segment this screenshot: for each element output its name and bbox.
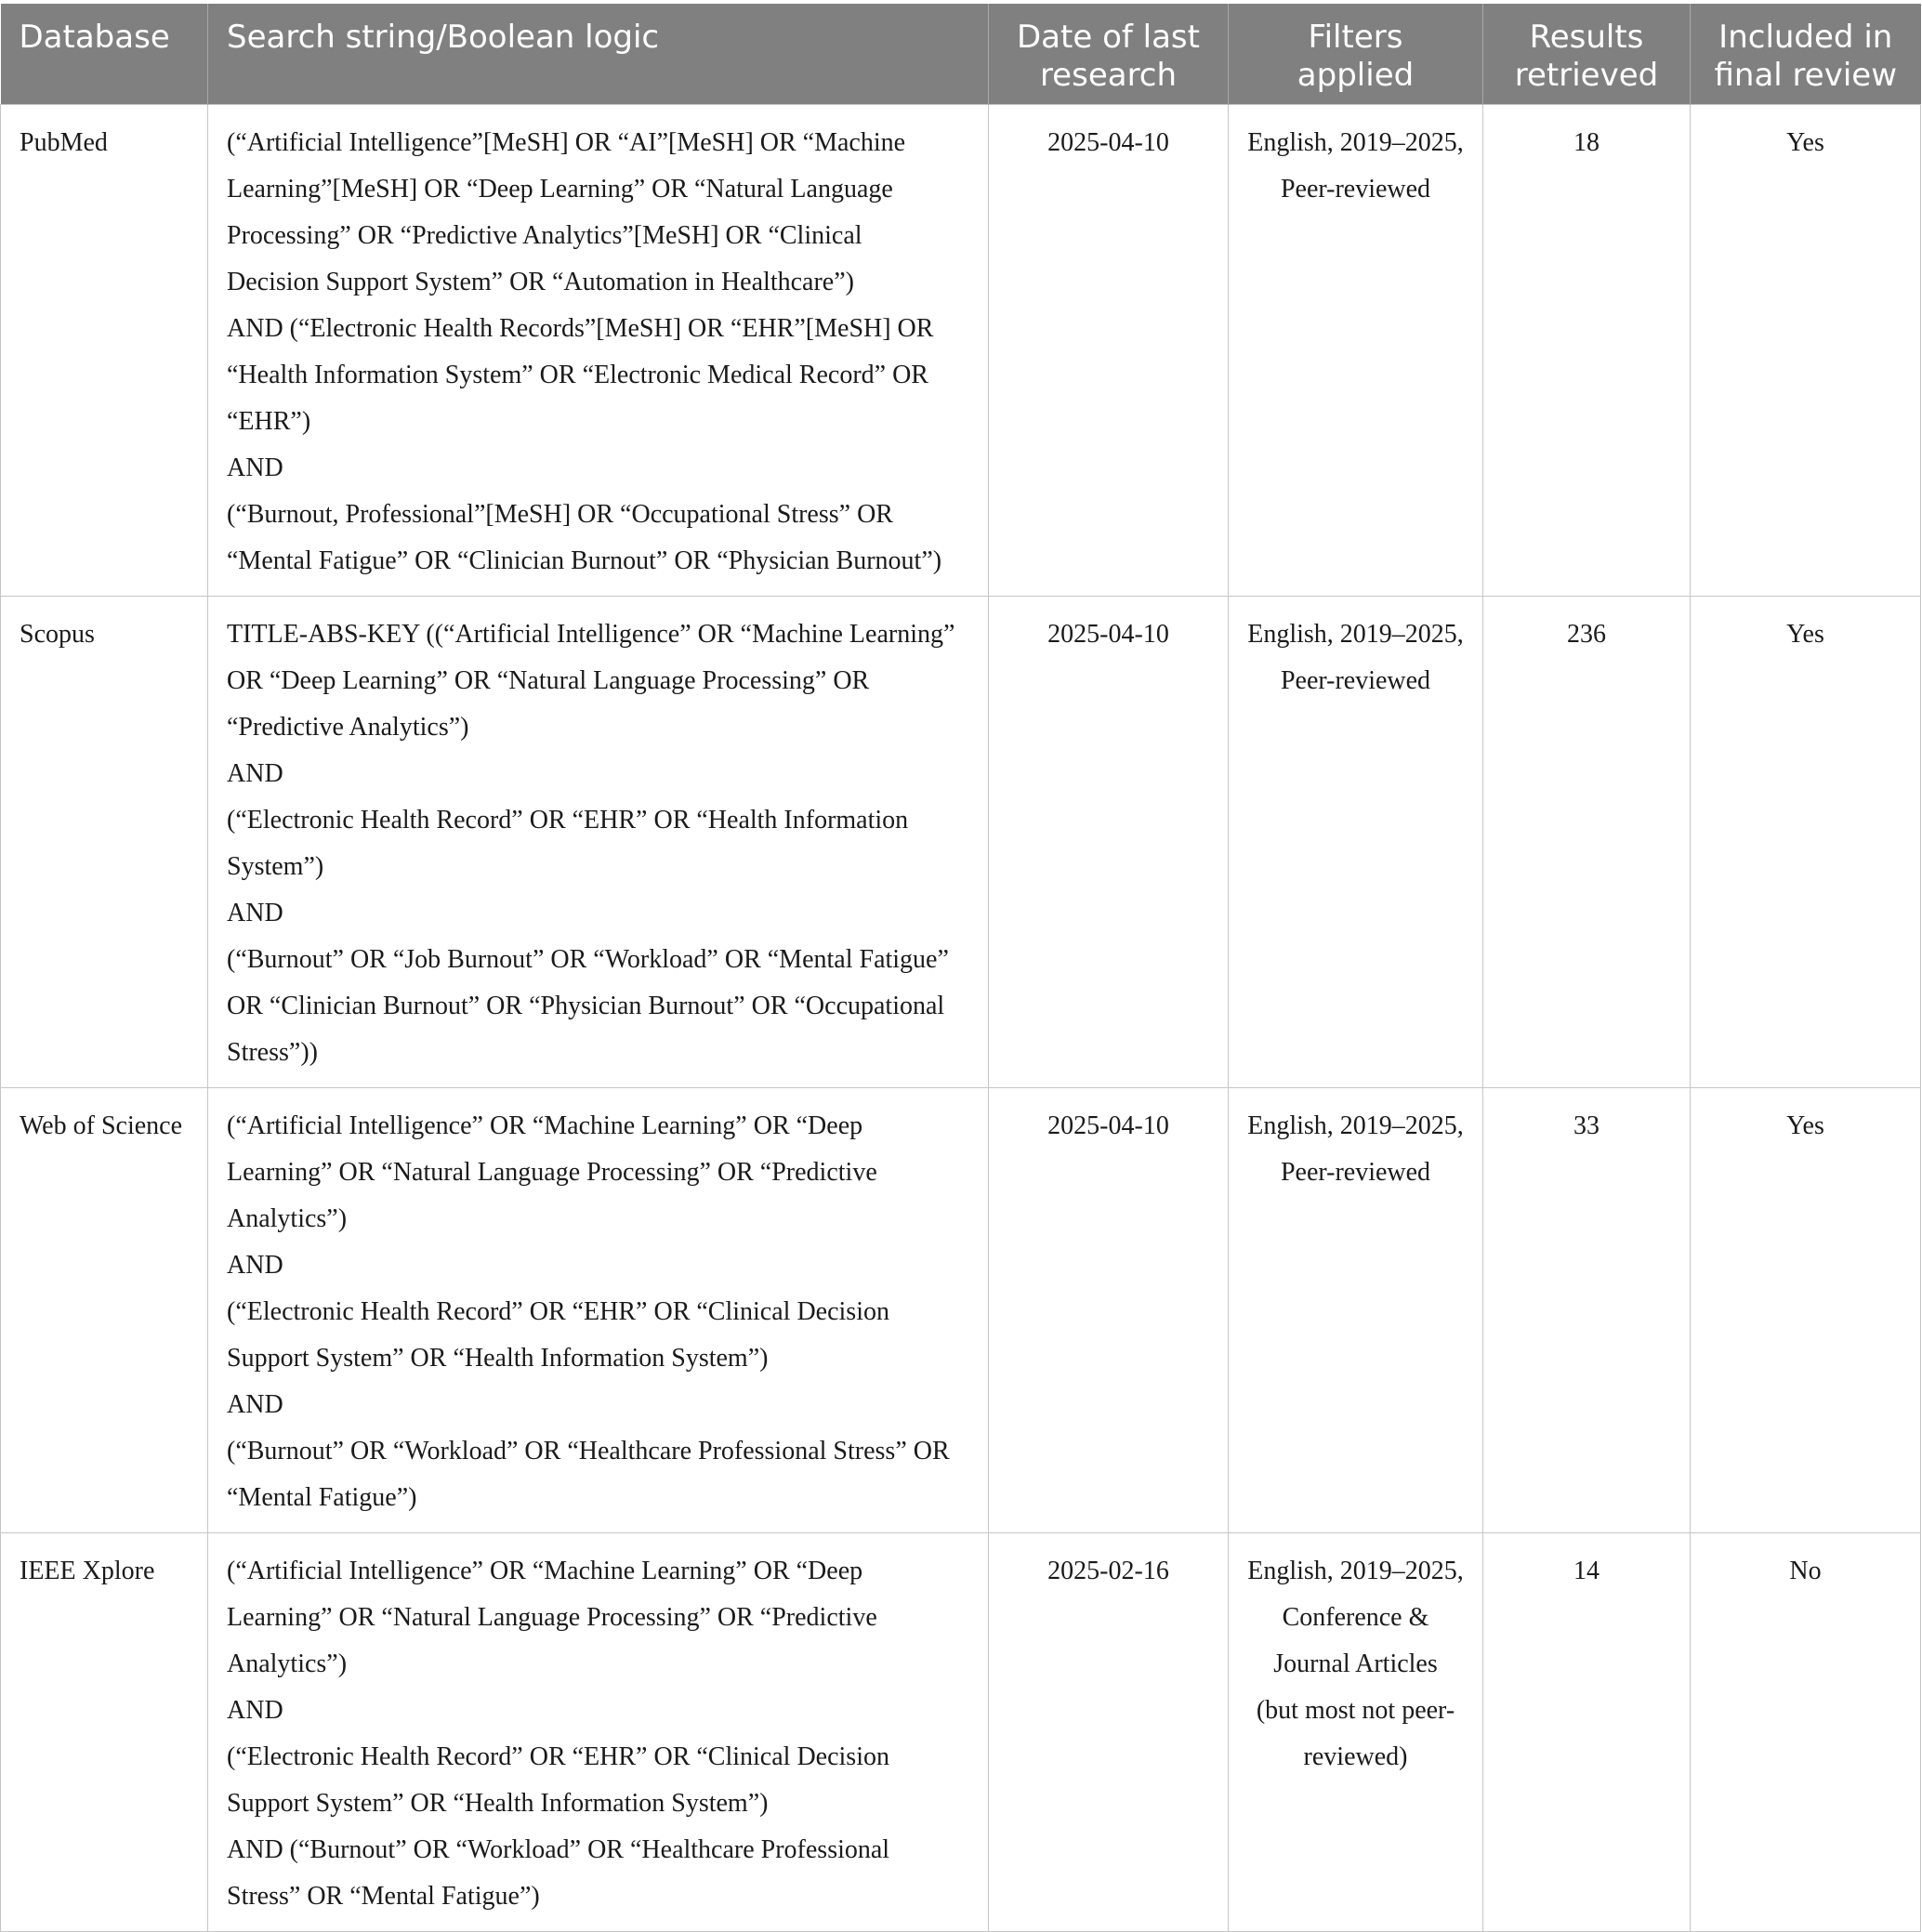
cell-search-string: (“Artificial Intelligence” OR “Machine Learning” OR “Deep Learning” OR “Natural Language Processing” OR “Predictive Analytics”) AND (“Electronic Health Record” OR “EHR” OR “Clinical Decision Support System” OR “Health Information System”) AND (“Burnout” OR “Workload” OR “Healthcare Professional Stress” OR “Mental Fatigue”) (208, 1088, 989, 1533)
cell-results: 14 (1483, 1533, 1691, 1932)
cell-included: Yes (1691, 1088, 1921, 1533)
cell-filters: English, 2019–2025, Peer-reviewed (1229, 597, 1483, 1088)
cell-database: IEEE Xplore (1, 1533, 208, 1932)
table-body (1, 105, 1921, 1932)
cell-date: 2025-04-10 (989, 597, 1229, 1088)
cell-included: Yes (1691, 105, 1921, 597)
cell-date: 2025-04-10 (989, 1088, 1229, 1533)
cell-date: 2025-02-16 (989, 1533, 1229, 1932)
cell-filters: English, 2019–2025, Peer-reviewed (1229, 1088, 1483, 1533)
table-header (1, 4, 1921, 105)
cell-database: PubMed (1, 105, 208, 597)
header-database: Database (1, 4, 208, 105)
cell-results: 18 (1483, 105, 1691, 597)
cell-filters: English, 2019–2025, Peer-reviewed (1229, 105, 1483, 597)
table-row (1, 1533, 1921, 1932)
header-date-of-last-research: Date of last research (989, 4, 1229, 105)
cell-results: 33 (1483, 1088, 1691, 1533)
cell-results: 236 (1483, 597, 1691, 1088)
table-row (1, 597, 1921, 1088)
cell-search-string: TITLE-ABS-KEY ((“Artificial Intelligence” OR “Machine Learning” OR “Deep Learning” OR “Natural Language Processing” OR “Predictive Analytics”) AND (“Electronic Health Record” OR “EHR” OR “Health Information System”) AND (“Burnout” OR “Job Burnout” OR “Workload” OR “Mental Fatigue” OR “Clinician Burnout” OR “Physician Burnout” OR “Occupational Stress”)) (208, 597, 989, 1088)
cell-database: Web of Science (1, 1088, 208, 1533)
cell-search-string: (“Artificial Intelligence” OR “Machine Learning” OR “Deep Learning” OR “Natural Language Processing” OR “Predictive Analytics”) AND (“Electronic Health Record” OR “EHR” OR “Clinical Decision Support System” OR “Health Information System”) AND (“Burnout” OR “Workload” OR “Healthcare Professional Stress” OR “Mental Fatigue”) (208, 1533, 989, 1932)
cell-filters: English, 2019–2025, Conference & Journal Articles (but most not peer- reviewed) (1229, 1533, 1483, 1932)
cell-included: Yes (1691, 597, 1921, 1088)
search-strategy-table (0, 4, 1921, 1932)
table-row (1, 1088, 1921, 1533)
header-search-string: Search string/Boolean logic (208, 4, 989, 105)
cell-database: Scopus (1, 597, 208, 1088)
header-results-retrieved: Results retrieved (1483, 4, 1691, 105)
cell-search-string: (“Artificial Intelligence”[MeSH] OR “AI”[MeSH] OR “Machine Learning”[MeSH] OR “Deep Learning” OR “Natural Language Processing” OR “Predictive Analytics”[MeSH] OR “Clinical Decision Support System” OR “Automation in Healthcare”) AND (“Electronic Health Records”[MeSH] OR “EHR”[MeSH] OR “Health Information System” OR “Electronic Medical Record” OR “EHR”) AND (“Burnout, Professional”[MeSH] OR “Occupational Stress” OR “Mental Fatigue” OR “Clinician Burnout” OR “Physician Burnout”) (208, 105, 989, 597)
header-row (1, 4, 1921, 105)
cell-date: 2025-04-10 (989, 105, 1229, 597)
cell-included: No (1691, 1533, 1921, 1932)
header-filters-applied: Filters applied (1229, 4, 1483, 105)
header-included-in-final-review: Included in final review (1691, 4, 1921, 105)
table-row (1, 105, 1921, 597)
